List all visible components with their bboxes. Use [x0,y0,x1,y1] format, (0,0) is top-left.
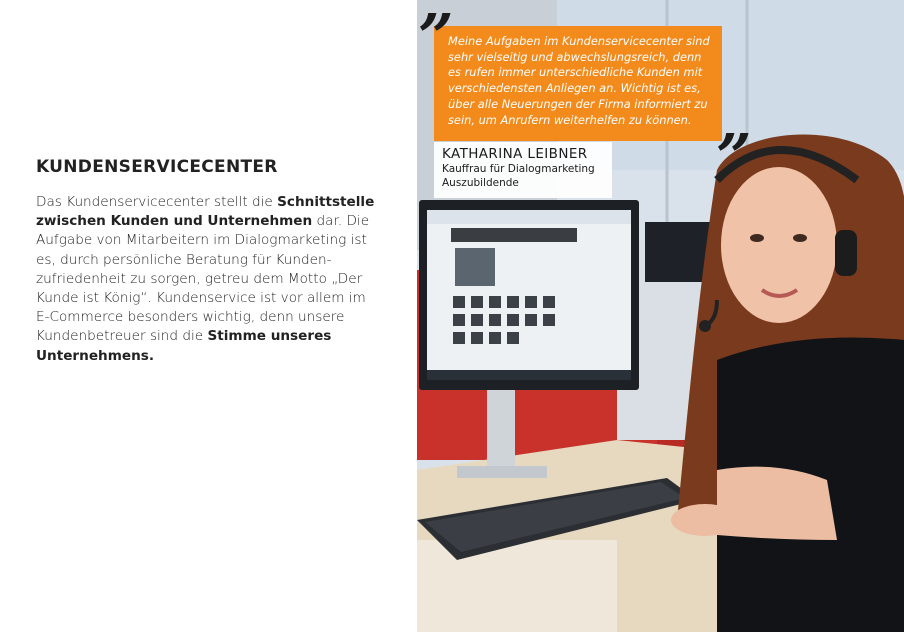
paragraph-part: Das Kundenservicecenter stellt die [36,194,278,210]
person-name: KATHARINA LEIBNER [442,146,588,162]
paragraph-part: dar. Die Aufgabe von Mitarbeitern im Dialogmarketing ist es, durch persönliche Beratung für Kunden-zufriedenheit zu sorgen, getreu dem Motto „Der Kunde ist König“. Kundenservice ist vor allem im E-Commerce besonders wichtig, denn unsere Kundenbetreuer sind die [36,213,370,345]
person-status: Auszubildende [442,177,519,189]
quote-text: Meine Aufgaben im Kundenservicecenter sind sehr vielseitig und abwechslungsreich, denn es rufen immer unterschiedliche Kunden mit verschiedensten Anliegen an. Wichtig ist es, über alle Neuerungen der Firma informiert zu sein, um Anrufern weiterhelfen zu können. [448,34,710,127]
quote-box [434,26,722,141]
open-quote-mark: ” [418,0,454,73]
section-heading: KUNDENSERVICECENTER [36,157,278,177]
paragraph-bold: Schnittstelle zwischen Kunden und Unternehmen [36,194,375,230]
person-role: Kauffrau für Dialogmarketing [442,163,595,175]
section-paragraph [36,193,376,366]
text-column [0,0,417,632]
paragraph-bold: Stimme unseres Unternehmens. [36,328,332,364]
close-quote-mark: ” [716,120,752,193]
name-card [434,142,612,198]
